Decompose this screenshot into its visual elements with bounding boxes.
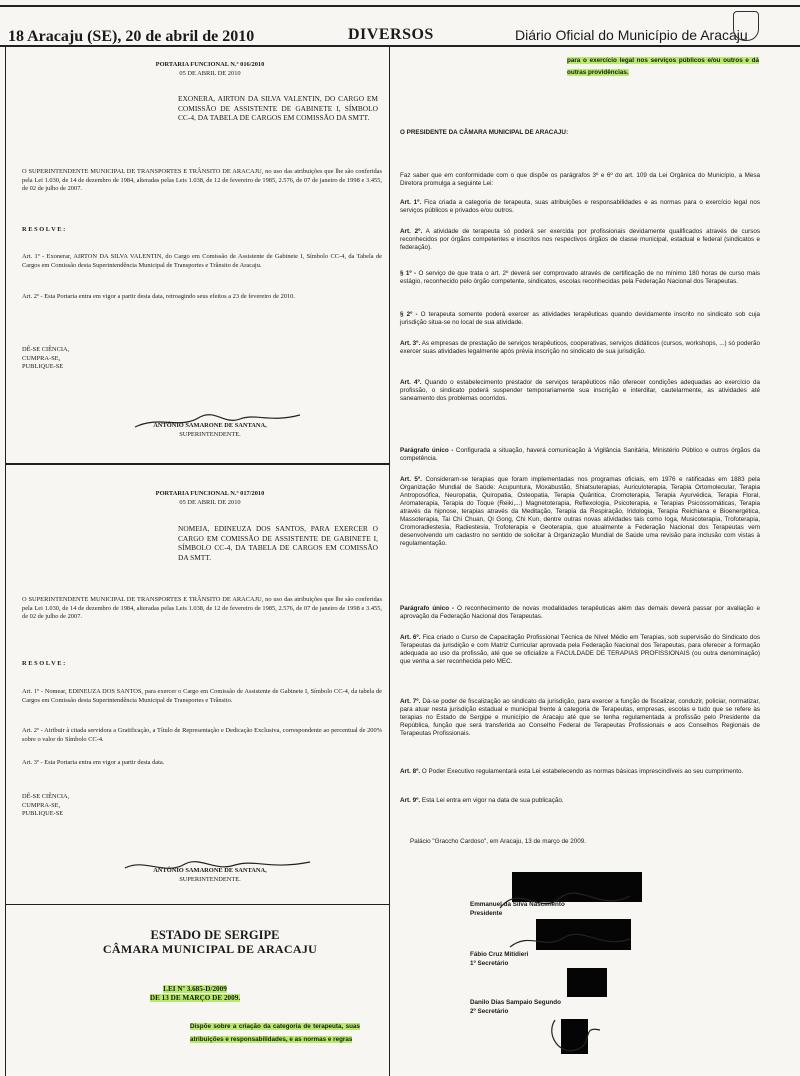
portaria-016-ementa: EXONERA, AIRTON DA SILVA VALENTIN, DO CARGO EM COMISSÃO DE ASSISTENTE DE GABINETE I, SÍMBOLO CC-4, DA TABELA DE CARGOS EM COMISSÃO DA SMTT. <box>178 94 378 122</box>
portaria-016-art2: Art. 2º - Esta Portaria entra em vigor a partir desta data, retroagindo seus efeitos a 23 de fevereiro de 2010. <box>22 293 295 300</box>
closing-line: CUMPRA-SE, <box>22 354 61 362</box>
portaria-017-art3: Art. 3º - Esta Portaria entra em vigor a partir desta data. <box>22 759 165 766</box>
palacio-line: Palácio "Graccho Cardoso", em Aracaju, 13 de março de 2009. <box>410 838 586 845</box>
article-text: Consideram-se terapias que foram implementadas nos programas oficiais, em 1976 e ratificadas em 1883 pela Organização Mundial de Saúde: Acupuntura, Moxabustão, Shiatsuterapias, Auriculoterapia, Terapia Ortomolecular, Terapia Antroposófica, Neuropatia, Quiropatia, Osteopatia, Terapia Quântica, Cromoterapia, Terapia Ayurvédica, Terapia Floral, Aromaterapia, Terapia do Toque (Reiki,...) Magnetoterapia, Reflexologia, Psicoterapia, e Terapias Psicossomáticas, Terapia através da hipnose, terapias através da Meditação, Terapia da Respiração, Iridologia, Terapia Reichiana e Bioenergética, Massoterapia, Tai Chi Chuan, Qi Gong, Chi Kun, dentre outras novas atividades tais como Ioga, Musicoterapia, Trofoterapia, Cromoradiestesia, Radiestesia, Trofoterapia e Geoterapia, que atualmente a Federação Nacional dos Terapeutas vem desenvolvendo um cadastro no sentido de solicitar à Organização Mundial de Saúde uma revisão para inclusão com vistas à regulamentação. <box>400 476 760 547</box>
portaria-017-role: SUPERINTENDENTE. <box>179 876 241 883</box>
left-border <box>5 47 6 1076</box>
portaria-017-ementa: NOMEIA, EDINEUZA DOS SANTOS, PARA EXERCER O CARGO EM COMISSÃO DE ASSISTENTE DE GABINETE I, SÍMBOLO CC-4, DA TABELA DE CARGOS EM COMISSÃO DA SMTT. <box>178 524 378 562</box>
article-text: Fica criado o Curso de Capacitação Profissional Técnica de Nível Médio em Terapias, sob supervisão do Sindicato dos Terapeutas da jurisdição e com Matriz Curricular aprovada pela Federação Nacional dos Terapeutas, para oferecer a formação adequada ao uso da profissão, até que se oficialize a FACULDADE DE TERAPIAS PROFISSIONAIS (ou outra denominação) que venha a ser reconhecida pelo MEC. <box>400 634 760 665</box>
signer-2-name: Fábio Cruz Mitidieri <box>470 951 529 958</box>
article-label: Art. 3º. <box>400 340 421 347</box>
article-label: Art. 7º. <box>400 698 421 705</box>
camara-heading: CÂMARA MUNICIPAL DE ARACAJU <box>102 942 318 956</box>
signer-3-role: 2º Secretário <box>470 1008 509 1015</box>
portaria-016-title: PORTARIA FUNCIONAL N.º 016/2010 <box>155 61 265 68</box>
article-label: Art. 8º. <box>400 768 421 775</box>
closing-line: PUBLIQUE-SE <box>22 363 64 370</box>
portaria-017-title: PORTARIA FUNCIONAL N.º 017/2010 <box>155 490 265 497</box>
article-label: Art. 1º. <box>400 199 422 206</box>
portaria-divider <box>5 463 390 465</box>
portaria-016-art1: Art. 1º - Exonerar, AIRTON DA SILVA VALENTIN, do Cargo em Comissão de Assistente de Gabinete I, Símbolo CC-4, da Tabela de Cargos em Comissão desta Superintendência Municipal de Transportes e Trânsito de Aracaju. <box>22 253 382 269</box>
lei-art4-paragrafo <box>400 447 760 463</box>
lei-art2-p1 <box>400 270 760 286</box>
closing-line: DÊ-SE CIÊNCIA, <box>22 793 70 800</box>
lei-art7 <box>400 698 760 738</box>
article-text: O serviço de que trata o art. 2º deverá ser comprovado através de certificação de no mínimo 180 horas de curso mais estágio, reconhecido pelo órgão competente, sindicatos, escolas reconhecidas pela Federação Nacional dos Terapeutas. <box>400 270 760 285</box>
article-label: § 1º - <box>400 270 417 277</box>
portaria-016-date: 05 DE ABRIL DE 2010 <box>179 70 241 77</box>
city-crest-icon <box>733 11 759 41</box>
presidente-heading: O PRESIDENTE DA CÂMARA MUNICIPAL DE ARACAJU: <box>400 129 569 136</box>
article-text: Quando o estabelecimento prestador de serviços terapêuticos não oferecer condições adequadas ao exercício da profissão, o sindicato poderá suspender temporariamente sua inscrição e interditar, cautelarmente, as atividades até saneamento dos problemas ocorridos. <box>400 379 761 402</box>
signature-redaction-3 <box>567 968 607 997</box>
lei-divider <box>5 904 390 905</box>
header-rule <box>0 45 800 47</box>
publication-title: Diário Oficial do Município de Aracaju <box>515 27 748 43</box>
lei-art6 <box>400 634 760 666</box>
article-label: Parágrafo único - <box>400 447 454 454</box>
column-divider <box>389 47 390 1076</box>
portaria-016-signer: ANTÔNIO SAMARONE DE SANTANA, <box>153 422 267 429</box>
portaria-016-role: SUPERINTENDENTE. <box>179 431 241 438</box>
article-text: Dá-se poder de fiscalização ao sindicato da jurisdição, para exercer a função de fiscalizar, conduzir, policiar, normatizar, para atuar nesta jurisdição estadual e municipal frente à categoria de Terapeutas, empresas, escolas e tudo que se refere às terapias no Estado de Sergipe e município de Aracaju até que se tenha regulamentada a profissão pelo Presidente da República, função que será transferida ao Conselho Federal de Terapeutas Profissionais e aos Conselhos Regionais de Terapeutas Profissionais. <box>400 698 760 737</box>
lei-intro: Faz saber que em conformidade com o que dispõe os parágrafos 3º e 6º do art. 109 da Lei Orgânica do Município, a Mesa Diretora promulga a seguinte Lei: <box>400 172 760 187</box>
lei-art4 <box>400 379 760 403</box>
closing-line: CUMPRA-SE, <box>22 801 61 809</box>
article-label: Art. 6º. <box>400 634 421 641</box>
lei-art9 <box>400 797 760 805</box>
article-text: O terapeuta somente poderá exercer as atividades terapêuticas quando devidamente inscrito no sindicato sob cuja jurisdição situa-se no local de sua atividade. <box>400 311 761 326</box>
lei-art1 <box>400 199 760 215</box>
article-label: Art. 4º. <box>400 379 422 386</box>
portaria-016-closing <box>22 346 172 372</box>
article-text: Esta Lei entra em vigor na data de sua publicação. <box>421 797 564 804</box>
lei-art8 <box>400 768 760 776</box>
article-label: Art. 9º. <box>400 797 421 804</box>
signature-scribble <box>540 1010 620 1065</box>
signer-1-name: Emmanuel da Silva Nascimento <box>470 901 565 908</box>
article-text: Fica criada a categoria de terapeuta, suas atribuições e responsabilidades e as normas para o exercício legal nos serviços públicos e privados e/ou outros. <box>400 199 760 214</box>
right-continuation <box>567 55 759 79</box>
signer-3-name: Danilo Dias Sampaio Segundo <box>470 999 561 1006</box>
lei-ementa <box>190 1021 360 1046</box>
article-label: § 2º - <box>400 311 418 318</box>
lei-ementa-text: Dispõe sobre a criação da categoria de terapeuta, suas atribuições e responsabilidades, e as normas e regras <box>190 1023 360 1043</box>
portaria-017-art1: Art. 1º - Nomear, EDINEUZA DOS SANTOS, para exercer o Cargo em Comissão de Assistente de Gabinete I, Símbolo CC-4, da tabela de Cargos em Comissão desta Superintendência Municipal de Transportes e Trânsito. <box>22 688 382 704</box>
article-text: A atividade de terapeuta só poderá ser exercida por profissionais devidamente qualificados através de cursos reconhecidos por órgãos competentes e inscritos nos respectivos órgãos de classe municipal, estadual e federal (sindicatos e federação). <box>400 228 760 251</box>
closing-line: PUBLIQUE-SE <box>22 810 64 817</box>
right-continuation-text: para o exercício legal nos serviços públicos e/ou outros e dá outras providências. <box>567 57 759 76</box>
article-label: Art. 5º. <box>400 476 422 483</box>
portaria-017-resolve: R E S O L V E : <box>22 660 66 667</box>
closing-line: DÊ-SE CIÊNCIA, <box>22 346 70 353</box>
portaria-016-preamble: O SUPERINTENDENTE MUNICIPAL DE TRANSPORTES E TRÂNSITO DE ARACAJU, no uso das atribuições que lhe são conferidas pela Lei 1.030, de 14 de dezembro de 1984, alteradas pelas Leis 1.038, de 12 de fevereiro de 1985, 2.576, de 07 de janeiro de 1998 e 3.455, de 02 de julho de 2007. <box>22 168 382 192</box>
lei-art5 <box>400 476 760 548</box>
page-date: 18 Aracaju (SE), 20 de abril de 2010 <box>8 28 255 45</box>
article-text: Configurada a situação, haverá comunicação à Vigilância Sanitária, Ministério Público e outros órgãos da competência. <box>400 447 760 462</box>
lei-art3 <box>400 340 760 356</box>
lei-art2 <box>400 228 760 252</box>
lei-art2-p2 <box>400 311 760 327</box>
lei-art5-paragrafo <box>400 605 760 621</box>
portaria-017-signer: ANTÔNIO SAMARONE DE SANTANA, <box>153 867 267 874</box>
portaria-016-resolve: R E S O L V E : <box>22 226 66 233</box>
article-text: O reconhecimento de novas modalidades terapêuticas além das demais deverá passar por avaliação e aprovação da Federação Nacional dos Terapeutas. <box>400 605 760 620</box>
portaria-017-date: 05 DE ABRIL DE 2010 <box>179 499 241 506</box>
article-label: Parágrafo único - <box>400 605 455 612</box>
signer-2-role: 1º Secretário <box>470 960 509 967</box>
portaria-017-preamble: O SUPERINTENDENTE MUNICIPAL DE TRANSPORTES E TRÂNSITO DE ARACAJU, no uso das atribuições que lhe são conferidas pela Lei 1.030, de 14 de dezembro de 1984, alteradas pelas Leis 1.038, de 12 de fevereiro de 1985, 2.576, de 07 de janeiro de 1998 e 3.455, de 02 de julho de 2007. <box>22 596 382 620</box>
section-title: DIVERSOS <box>348 26 434 43</box>
estado-heading: ESTADO DE SERGIPE <box>150 928 280 942</box>
article-text: As empresas de prestação de serviços terapêuticos, cooperativas, serviços didáticos (cursos, workshops, ...) só poderão exercer suas atividades legalmente após prévia inscrição no sindicato de sua jurisdição. <box>400 340 760 355</box>
signer-1-role: Presidente <box>470 910 503 917</box>
top-border <box>0 5 800 7</box>
lei-number-text: LEI Nº 3.685-D/2009 <box>163 985 227 993</box>
portaria-017-art2: Art. 2º - Atribuir à citada servidora a Gratificação, a Título de Representação e Dedicação Exclusiva, correspondente ao percentual de 200% sobre o valor do Símbolo CC-4. <box>22 727 382 743</box>
article-label: Art. 2º. <box>400 228 423 235</box>
portaria-017-closing <box>22 793 172 819</box>
lei-date-text: DE 13 DE MARÇO DE 2009. <box>149 994 241 1002</box>
lei-number <box>135 985 255 994</box>
article-text: O Poder Executivo regulamentará esta Lei estabelecendo as normas básicas imprescindíveis ao seu cumprimento. <box>421 768 744 775</box>
lei-date <box>135 994 255 1003</box>
